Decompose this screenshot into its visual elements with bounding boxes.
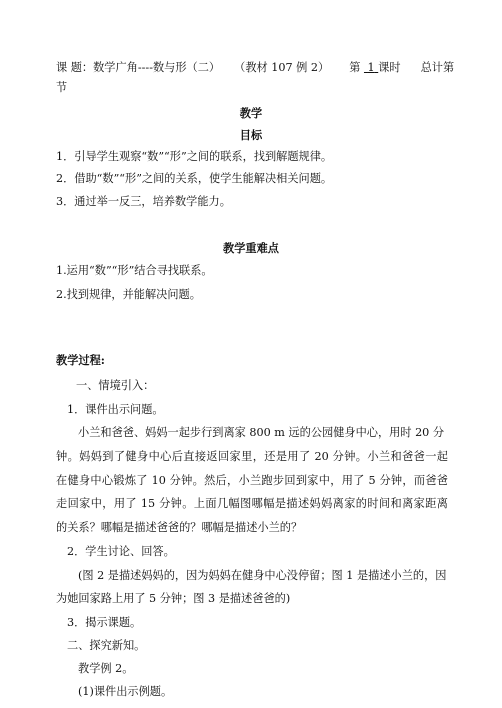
sub-step-1: (1)课件出示例题。 xyxy=(78,685,173,698)
goal-item-3: 3．通过举一反三，培养数学能力。 xyxy=(56,195,231,208)
goals-title-line1: 教学 xyxy=(239,106,263,120)
example-heading: 教学例 2。 xyxy=(78,662,134,675)
period-prefix: 第 xyxy=(349,61,361,74)
total-label: 总计第 xyxy=(420,61,455,74)
step-2: 2．学生讨论、回答。 xyxy=(67,545,175,558)
textbook-reference: （教材 107 例 2） xyxy=(234,61,330,74)
answer-line-1: (图 2 是描述妈妈的，因为妈妈在健身中心没停留；图 1 是描述小兰的，因 xyxy=(78,569,447,582)
key-points-title: 教学重难点 xyxy=(223,241,279,255)
problem-line-3: 在健身中心锻炼了 10 分钟。然后，小兰跑步回到家中，用了 5 分钟，而爸爸 xyxy=(56,474,448,487)
section-heading-1: 一、情境引入： xyxy=(76,379,155,392)
answer-line-2: 为她回家路上用了 5 分钟；图 3 是描述爸爸的) xyxy=(56,592,291,605)
goals-title-line2: 目标 xyxy=(239,128,263,142)
key-point-2: 2.找到规律，并能解决问题。 xyxy=(56,288,201,301)
step-3: 3．揭示课题。 xyxy=(67,616,142,629)
key-point-1: 1.运用“数”“形”结合寻找联系。 xyxy=(56,264,213,277)
problem-line-2: 钟。妈妈到了健身中心后直接返回家里，还是用了 20 分钟。小兰和爸爸一起 xyxy=(56,450,448,463)
problem-line-1: 小兰和爸爸、妈妈一起步行到离家 800 m 远的公园健身中心，用时 20 分 xyxy=(78,426,445,439)
period-number: 1 xyxy=(367,61,375,74)
section-heading-2: 二、探究新知。 xyxy=(67,639,146,652)
step-1: 1．课件出示问题。 xyxy=(67,403,164,416)
goal-item-1: 1．引导学生观察“数”“形”之间的联系，找到解题规律。 xyxy=(56,150,333,163)
problem-line-4: 走回家中，用了 15 分钟。上面几幅图哪幅是描述妈妈离家的时间和离家距离 xyxy=(56,497,448,510)
total-suffix: 节 xyxy=(56,81,68,94)
problem-line-5: 的关系？哪幅是描述爸爸的？哪幅是描述小兰的？ xyxy=(56,521,303,534)
lesson-header xyxy=(56,60,454,75)
period-suffix: 课时 xyxy=(378,61,401,74)
process-title: 教学过程: xyxy=(56,353,105,367)
goal-item-2: 2．借助“数”“形”之间的关系，使学生能解决相关问题。 xyxy=(56,172,333,185)
lesson-title: 课 题：数学广角----数与形（二） xyxy=(56,61,221,74)
